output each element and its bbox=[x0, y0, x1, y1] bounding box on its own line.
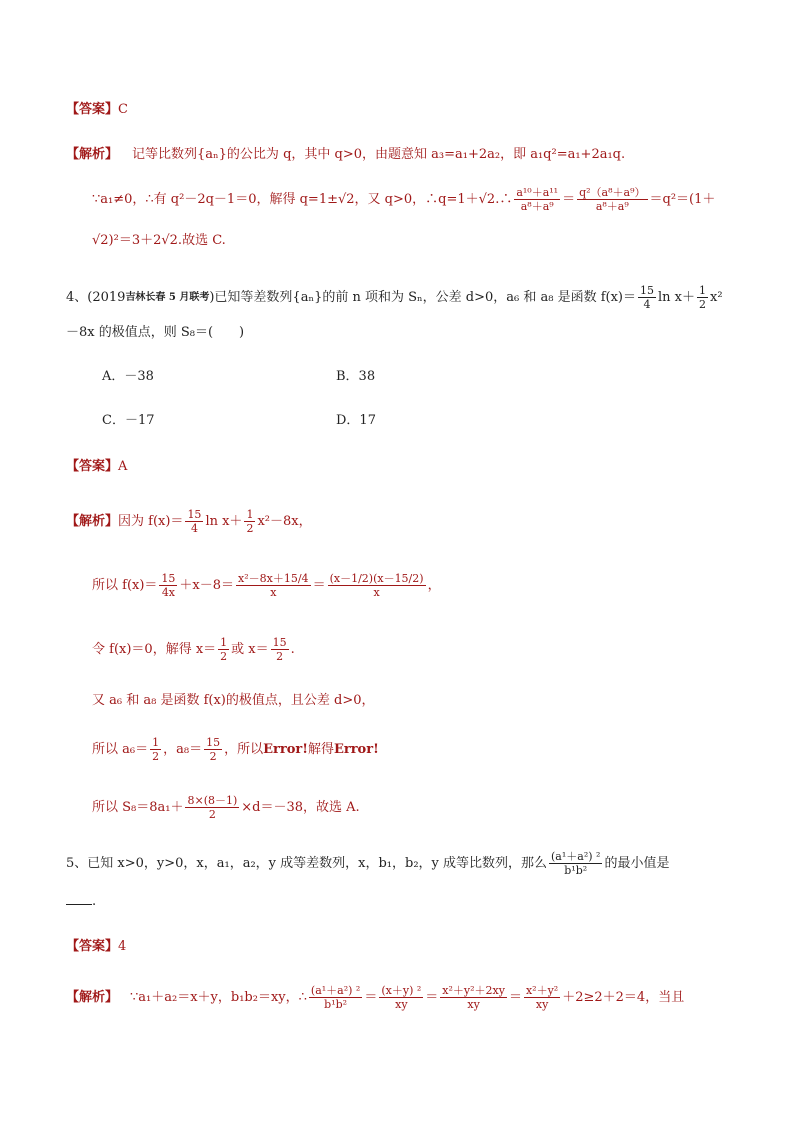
q5-stem-line2: . bbox=[66, 892, 96, 911]
q4-answer-value: A bbox=[118, 459, 128, 474]
q5-stem-line1: 5、已知 x>0，y>0，x，a₁，a₂，y 成等差数列，x，b₁，b₂，y 成等比数列，那么 $\frac{\text{(a¹＋a²) ²}}{\text{b¹b²}}$ 的最小值是 bbox=[66, 850, 670, 877]
q5-answer-value: 4 bbox=[118, 939, 127, 954]
q3-line2-text: ∵a₁≠0，∴有 q²－2q－1＝0，解得 q=1±√2，又 q>0，∴q=1＋√2.∴ bbox=[92, 191, 513, 207]
q4-analysis-line6: 所以 S₈＝8a₁＋ $\frac{8\times(8-1)}{2}$ ×d＝－38，故选 A. bbox=[92, 794, 360, 821]
error-placeholder-2: Error! bbox=[333, 741, 379, 757]
q4-a2-frac-15-4x: $\frac{15}{4x}$ bbox=[161, 572, 176, 599]
q3-fraction-2: $\frac{\text{q²（a⁸＋a⁹）}}{\text{a⁸＋a⁹}}$ bbox=[579, 186, 646, 213]
q5-an-frac-4: $\frac{\text{x²＋y²}}{xy}$ bbox=[525, 984, 559, 1011]
q4-analysis-line3: 令 f(x)＝0，解得 x＝ $\frac{1}{2}$ 或 x＝ $\frac{15}{2}$ . bbox=[92, 636, 295, 663]
q4-analysis-line4: 又 a₆ 和 a₈ 是函数 f(x)的极值点，且公差 d>0， bbox=[92, 693, 375, 708]
q3-analysis-line2: ∵a₁≠0，∴有 q²－2q－1＝0，解得 q=1±√2，又 q>0，∴q=1＋√2.∴ $\frac{\text{a¹⁰＋a¹¹}}{\text{a⁸＋a⁹}}$ ＝ $\frac{\text{q²（a⁸＋a⁹）}}{\text{a⁸＋a⁹}}$ ＝q²＝(1＋ bbox=[92, 186, 716, 213]
q5-stem-frac: $\frac{\text{(a¹＋a²) ²}}{\text{b¹b²}}$ bbox=[551, 850, 601, 877]
q4-option-d: D．17 bbox=[336, 413, 376, 428]
q4-option-b: B．38 bbox=[336, 369, 376, 384]
q5-analysis-line1: 【解析】 ∵a₁＋a₂＝x＋y，b₁b₂＝xy，∴ $\frac{\text{(a¹＋a²) ²}}{\text{b¹b²}}$ ＝ $\frac{\text{(x＋y) ²}}{xy}$ ＝ $\frac{\text{x²＋y²＋2xy}}{xy}$ ＝ $\frac{\text{x²＋y²}}{xy}$ ＋2≥2＋2＝4，当且 bbox=[66, 984, 685, 1011]
q4-a5-frac-1-2: $\frac{1}{2}$ bbox=[152, 736, 160, 763]
q4-a1-frac-1-2: $\frac{1}{2}$ bbox=[246, 508, 254, 535]
analysis-label: 【解析】 bbox=[66, 147, 119, 162]
q5-answer-line: 【答案】4 bbox=[66, 939, 127, 954]
q5-an-frac-2: $\frac{\text{(x＋y) ²}}{xy}$ bbox=[381, 984, 422, 1011]
q3-answer-value: C bbox=[118, 102, 128, 117]
q4-a2-frac-quadratic: $\frac{\text{x²－8x＋15/4}}{x}$ bbox=[238, 572, 309, 599]
q4-analysis-line5: 所以 a₆＝ $\frac{1}{2}$ ，a₈＝ $\frac{15}{2}$ ，所以 Error! 解得 Error! bbox=[92, 736, 379, 763]
q4-source: 吉林长春 5 月联考 bbox=[125, 291, 210, 303]
q4-stem-frac-15-4: $\frac{15}{4}$ bbox=[640, 284, 655, 311]
q4-option-a: A．－38 bbox=[102, 369, 154, 384]
q3-analysis-text: 记等比数列{aₙ}的公比为 q，其中 q>0，由题意知 a₃=a₁+2a₂，即 a₁q²=a₁+2a₁q. bbox=[132, 147, 626, 162]
q3-answer-line bbox=[66, 101, 128, 119]
q4-a3-frac-15-2: $\frac{15}{2}$ bbox=[272, 636, 287, 663]
q3-line2-tail: ＝q²＝(1＋ bbox=[649, 191, 716, 207]
q4-option-c: C．－17 bbox=[102, 413, 155, 428]
q4-a3-frac-1-2: $\frac{1}{2}$ bbox=[220, 636, 228, 663]
q5-an-frac-3: $\frac{\text{x²＋y²＋2xy}}{xy}$ bbox=[442, 984, 505, 1011]
q3-fraction-1: $\frac{\text{a¹⁰＋a¹¹}}{\text{a⁸＋a⁹}}$ bbox=[516, 186, 559, 213]
q3-analysis-line3: √2)²＝3＋2√2.故选 C. bbox=[92, 233, 226, 248]
q4-analysis-line1: 【解析】 因为 f(x)＝ $\frac{15}{4}$ ln x＋ $\frac{1}{2}$ x²－8x， bbox=[66, 508, 312, 535]
answer-label: 【答案】 bbox=[66, 102, 119, 117]
q4-stem-line2: －8x 的极值点，则 S₈＝( ) bbox=[66, 325, 245, 340]
q4-a1-frac-15-4: $\frac{15}{4}$ bbox=[187, 508, 202, 535]
q4-a2-frac-factored: $\frac{(x-1/2)(x-15/2)}{x}$ bbox=[329, 572, 424, 599]
answer-blank bbox=[66, 892, 92, 905]
q4-stem-frac-1-2: $\frac{1}{2}$ bbox=[699, 284, 707, 311]
q3-analysis-line1 bbox=[66, 146, 625, 164]
q4-a6-frac-sum: $\frac{8\times(8-1)}{2}$ bbox=[187, 794, 238, 821]
q4-analysis-line2: 所以 f(x)＝ $\frac{15}{4x}$ ＋x－8＝ $\frac{\text{x²－8x＋15/4}}{x}$ ＝ $\frac{(x-1/2)(x-15/2)}{x}$ ， bbox=[92, 572, 441, 599]
q5-an-frac-1: $\frac{\text{(a¹＋a²) ²}}{\text{b¹b²}}$ bbox=[310, 984, 361, 1011]
q4-a5-frac-15-2: $\frac{15}{2}$ bbox=[206, 736, 221, 763]
q4-stem-line1: 4、(2019 吉林长春 5 月联考 )已知等差数列{aₙ}的前 n 项和为 Sₙ，公差 d>0，a₆ 和 a₈ 是函数 f(x)＝ $\frac{15}{4}$ ln x＋ $\frac{1}{2}$ x² bbox=[66, 284, 723, 311]
q4-answer-line: 【答案】A bbox=[66, 459, 128, 474]
error-placeholder-1: Error! bbox=[263, 741, 308, 757]
